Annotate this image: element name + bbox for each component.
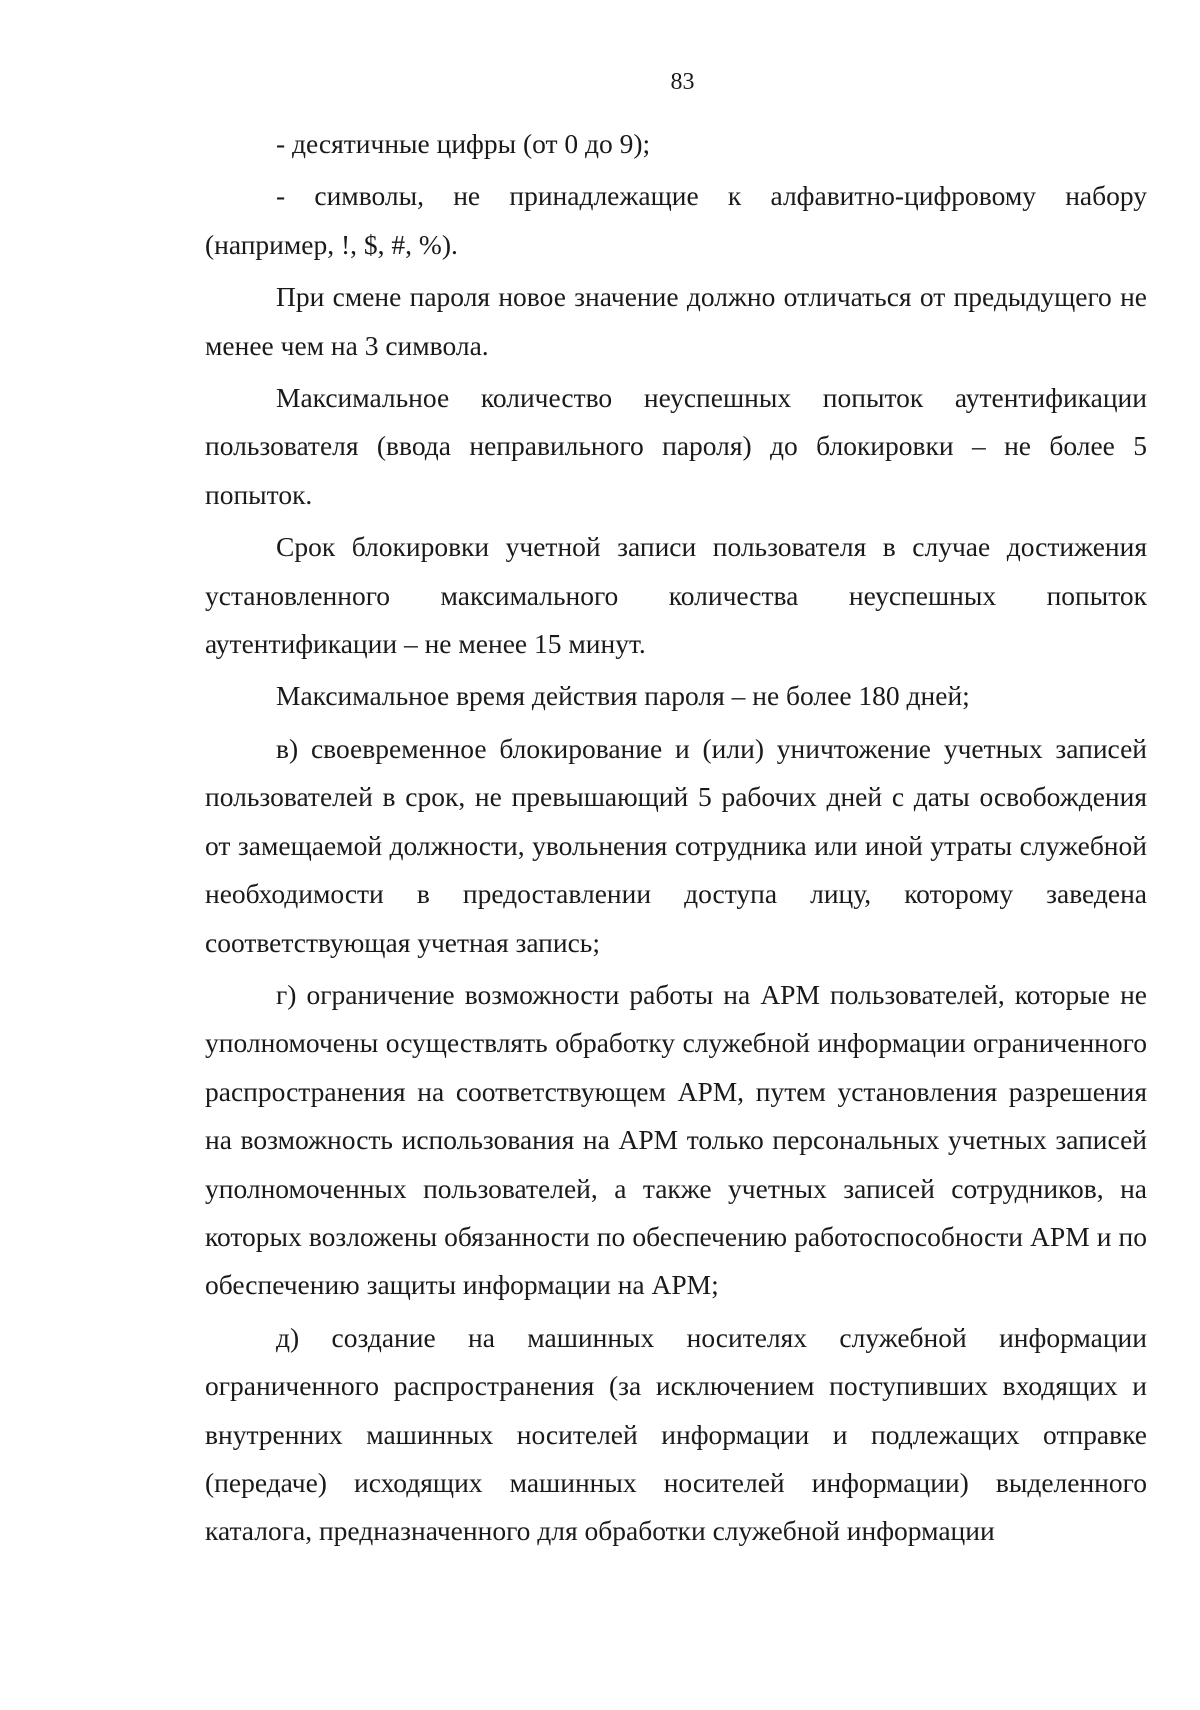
paragraph-item-d: д) создание на машинных носителях служебной информации ограниченного распространения (за исключением поступивших входящих и внутренних машинных носителей информации и подлежащих отправке (передаче) исходящих машинных носителей информации) выделенного каталога, предназначенного для обработки служебной информации <box>205 1321 1147 1547</box>
paragraph-item-g: г) ограничение возможности работы на АРМ пользователей, которые не уполномочены осуществлять обработку служебной информации ограниченного распространения на соответствующем АРМ, путем установления разрешения на возможность использования на АРМ только персональных учетных записей уполномоченных пользователей, а также учетных записей сотрудников, на которых возложены обязанности по обеспечению работоспособности АРМ и по обеспечению защиты информации на АРМ; <box>205 978 1147 1301</box>
paragraph-password-change: При смене пароля новое значение должно отличаться от предыдущего не менее чем на 3 символа. <box>205 281 1147 361</box>
document-body <box>205 120 1147 1556</box>
paragraph-password-lifetime: Максимальное время действия пароля – не более 180 дней; <box>276 680 970 712</box>
paragraph-max-attempts: Максимальное количество неуспешных попыток аутентификации пользователя (ввода неправильного пароля) до блокировки – не более 5 попыток. <box>205 382 1147 510</box>
paragraph-lockout-duration: Срок блокировки учетной записи пользователя в случае достижения установленного максимального количества неуспешных попыток аутентификации – не менее 15 минут. <box>205 531 1147 660</box>
paragraph-special-symbols: - символы, не принадлежащие к алфавитно-цифровому набору (например, !, $, #, %). <box>205 180 1147 260</box>
paragraph-decimal-digits: - десятичные цифры (от 0 до 9); <box>276 128 651 159</box>
paragraph-item-v: в) своевременное блокирование и (или) уничтожение учетных записей пользователей в срок, не превышающий 5 рабочих дней с даты освобождения от замещаемой должности, увольнения сотрудника или иной утраты служебной необходимости в предоставлении доступа лицу, которому заведена соответствующая учетная запись; <box>205 732 1147 958</box>
page-number: 83 <box>670 69 695 95</box>
